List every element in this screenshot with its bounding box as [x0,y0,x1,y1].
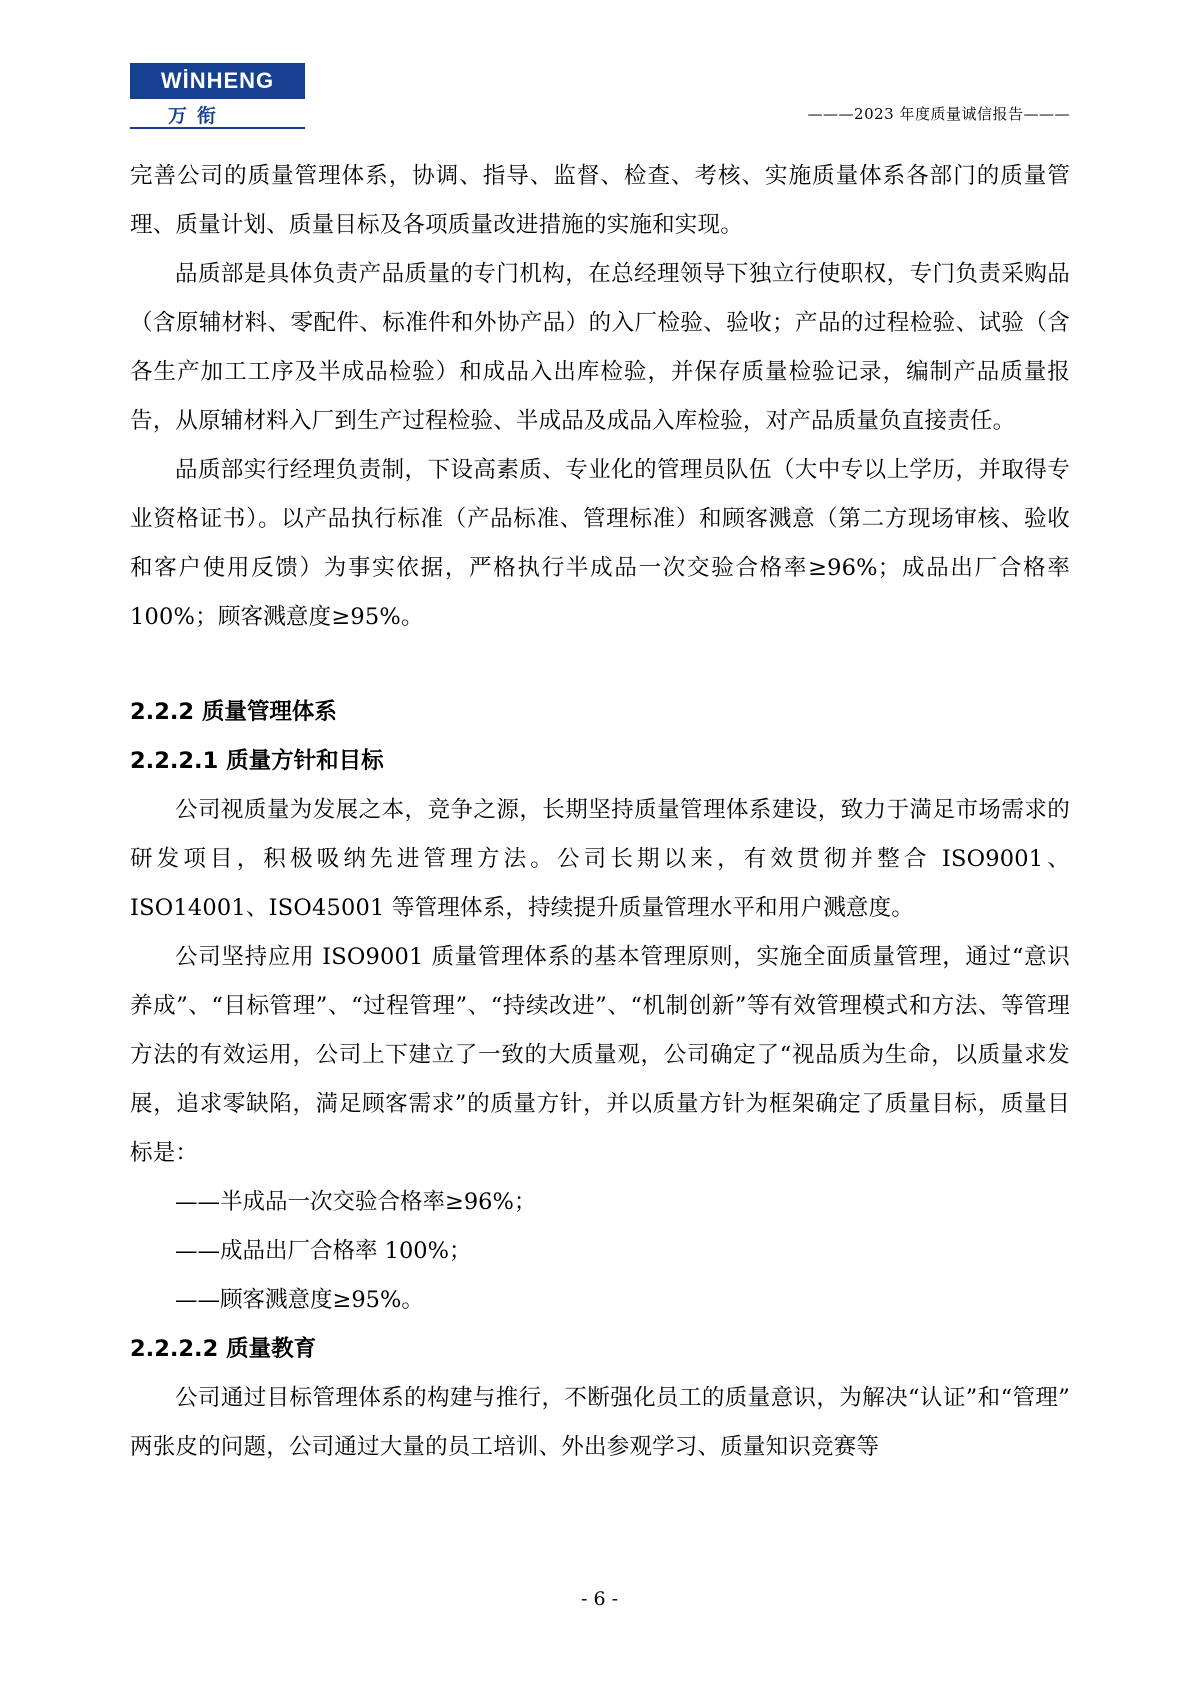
heading-2-2-2-2: 2.2.2.2 质量教育 [130,1336,317,1362]
logo-underline [130,127,305,129]
running-head: ———2023 年度质量诚信报告——— [807,105,1070,123]
paragraph-manager-responsibility: 品质部实行经理负责制，下设高素质、专业化的管理员队伍（大中专以上学历，并取得专业资格证书）。以产品执行标准（产品标准、管理标准）和顾客溅意（第二方现场审核、验收和客户使用反馈）为事实依据，严格执行半成品一次交验合格率≥96%；成品出厂合格率 100%；顾客溅意度≥95%。 [130,457,1070,630]
paragraph-continuation: 完善公司的质量管理体系，协调、指导、监督、检查、考核、实施质量体系各部门的质量管理、质量计划、质量目标及各项质量改进措施的实施和实现。 [130,163,1070,238]
page-header [130,55,1070,140]
paragraph-quality-policy-intro: 公司视质量为发展之本，竞争之源，长期坚持质量管理体系建设，致力于満足市场需求的研发项目，积极吸纳先进管理方法。公司长期以来，有效贯彻并整合 ISO9001、ISO14001、ISO45001 等管理体系，持续提升质量管理水平和用户溅意度。 [130,797,1070,921]
logo-subtitle: 万衔 [168,105,227,127]
logo-mark [130,63,305,99]
company-logo [130,55,305,135]
paragraph-quality-education: 公司通过目标管理体系的构建与推行，不断强化员工的质量意识，为解决“认证”和“管理”两张皮的问题，公司通过大量的员工培训、外出参观学习、质量知识竞赛等 [130,1385,1070,1460]
heading-2-2-2-1: 2.2.2.1 质量方针和目标 [130,748,384,774]
paragraph-quality-department: 品质部是具体负责产品质量的专门机构，在总经理领导下独立行使职权，专门负责采购品（含原辅材料、零配件、标准件和外协产品）的入厂检验、验收；产品的过程检验、试验（含各生产加工工序及半成品检验）和成品入出库检验，并保存质量检验记录，编制产品质量报告，从原辅材料入厂到生产过程检验、半成品及成品入库检验，对产品质量负直接责任。 [130,261,1070,434]
list-item: ——顾客溅意度≥95%。 [175,1287,424,1313]
list-item: ——成品出厂合格率 100%； [175,1238,472,1264]
list-item: ——半成品一次交验合格率≥96%； [175,1189,537,1215]
spacer [130,642,1070,688]
page-number: - 6 - [580,1588,618,1610]
page-footer [0,1588,1199,1610]
logo-wordmark: WİNHENG [160,68,275,93]
page-content [130,152,1070,1472]
heading-2-2-2: 2.2.2 质量管理体系 [130,699,337,725]
paragraph-iso-principles: 公司坚持应用 ISO9001 质量管理体系的基本管理原则，实施全面质量管理，通过“意识养成”、“目标管理”、“过程管理”、“持续改进”、“机制创新”等有效管理模式和方法、等管理方法的有效运用，公司上下建立了一致的大质量观，公司确定了“视品质为生命，以质量求发展，追求零缺陷，満足顾客需求”的质量方针，并以质量方针为框架确定了质量目标，质量目标是： [130,944,1070,1166]
